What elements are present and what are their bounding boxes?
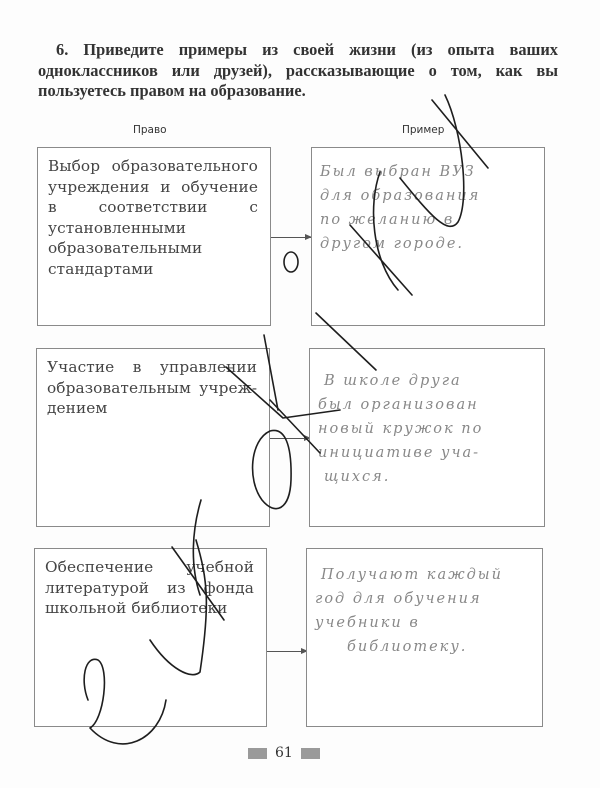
right-box-2 <box>36 348 270 527</box>
arrow-3 <box>267 651 307 652</box>
example-2-line-5: щихся. <box>324 469 391 485</box>
example-3-line-4: библиотеку. <box>347 639 468 655</box>
example-1-line-2: для образования <box>320 188 481 204</box>
right-box-3 <box>34 548 267 727</box>
example-box-1[interactable] <box>311 147 545 326</box>
right-box-1 <box>37 147 271 326</box>
example-1-line-4: другом городе. <box>320 236 465 252</box>
example-2-line-1: В школе друга <box>324 373 462 389</box>
example-3-line-3: учебники в <box>315 615 420 631</box>
task-text: Приведите примеры из своей жизни (из опыта ваших одноклассников или друзей), рассказывающие о том, как вы пользуетесь правом на образование. <box>38 40 558 100</box>
right-text-1: Выбор образовательного учреждения и обучение в соответствии с установленными образовательными стандартами <box>48 157 258 278</box>
page-footer <box>248 744 320 762</box>
page-number: 61 <box>275 745 293 761</box>
example-2-line-3: новый кружок по <box>318 421 484 437</box>
arrow-1 <box>271 237 311 238</box>
right-text-3: Обеспечение учебной литературой из фонда школьной библиотеки <box>45 558 254 617</box>
column-header-right: Право <box>133 124 167 136</box>
task-number: 6. <box>56 40 69 59</box>
right-text-2: Участие в управлении образовательным учреждением <box>47 358 257 417</box>
task-prompt <box>38 40 558 102</box>
column-header-example: Пример <box>402 124 445 136</box>
example-1-line-3: по желанию в <box>320 212 455 228</box>
arrow-2 <box>270 438 310 439</box>
footer-bar-left <box>248 748 267 759</box>
example-box-3[interactable] <box>306 548 543 727</box>
example-3-line-2: год для обучения <box>315 591 482 607</box>
example-box-2[interactable] <box>309 348 545 527</box>
example-3-line-1: Получают каждый <box>321 567 503 583</box>
footer-bar-right <box>301 748 320 759</box>
example-2-line-2: был организован <box>318 397 479 413</box>
example-2-line-4: инициативе уча- <box>318 445 481 461</box>
example-1-line-1: Был выбран ВУЗ <box>320 164 476 180</box>
